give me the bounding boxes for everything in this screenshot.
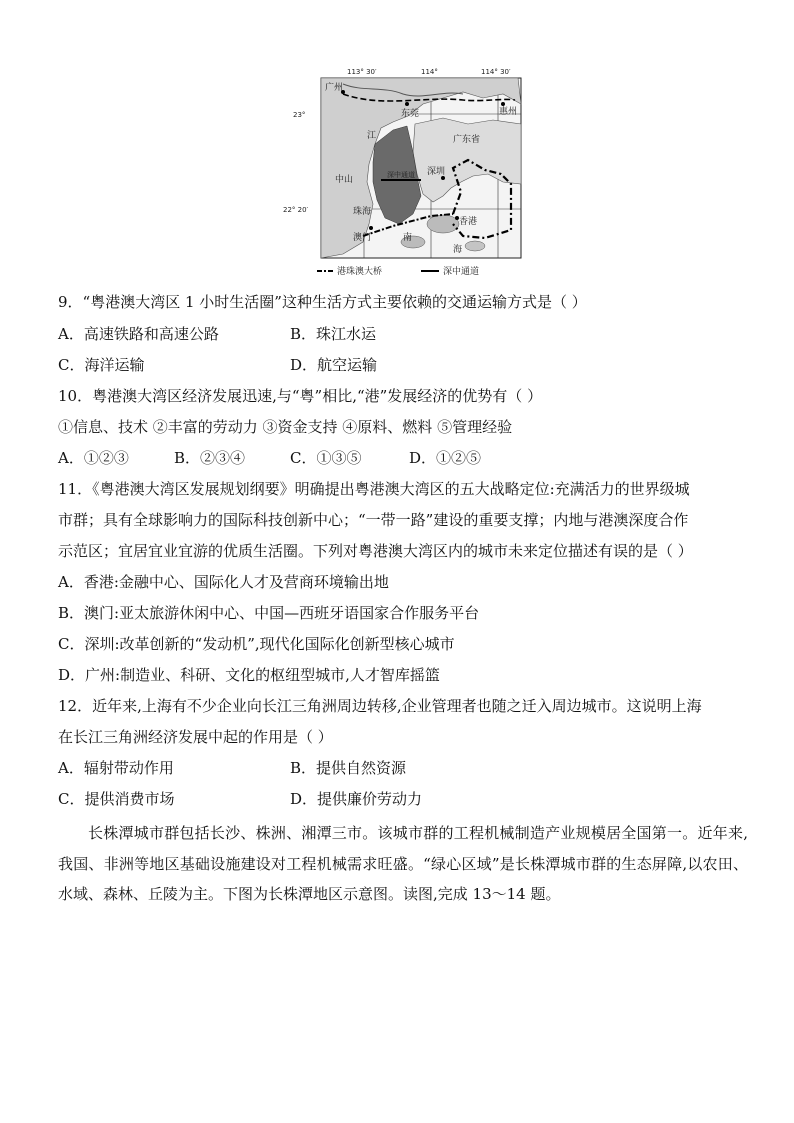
q10-option-c: C．①③⑤ [290, 449, 362, 467]
channel-small-label: 深中通道 [387, 171, 415, 179]
macau-dot [369, 226, 373, 230]
jiang-label: 江 [367, 131, 377, 141]
q11-stem-line3: 示范区；宜居宜业宜游的优质生活圈。下列对粤港澳大湾区内的城市未来定位描述有误的是（ ） [58, 542, 693, 560]
q10-option-a: A．①②③ [58, 449, 129, 467]
q9-option-a: A．高速铁路和高速公路 [58, 325, 219, 343]
lon-label-3: 114° 30′ [481, 68, 511, 76]
lat-label-2: 22° 20′ [283, 206, 309, 214]
q9-stem: 9．“粤港澳大湾区 1 小时生活圈”这种生活方式主要依赖的交通运输方式是（ ） [58, 293, 587, 311]
guangzhou-label: 广州 [325, 83, 344, 93]
q10-option-d: D．①②⑤ [409, 449, 482, 467]
island-east [465, 241, 485, 251]
q11-stem-line2: 市群；具有全球影响力的国际科技创新中心；“一带一路”建设的重要支撑；内地与港澳深度合作 [58, 511, 689, 529]
zhongshan-label: 中山 [335, 175, 354, 185]
aomen-label: 澳门 [353, 233, 372, 243]
huizhou-label: 惠州 [499, 107, 518, 117]
q12-option-b: B．提供自然资源 [290, 759, 407, 777]
passage-paragraph: 长株潭城市群包括长沙、株洲、湘潭三市。该城市群的工程机械制造产业规模居全国第一。近年来,我国、非洲等地区基础设施建设对工程机械需求旺盛。“绿心区域”是长株潭城市群的生态屏障,以农田、水域、森林、丘陵为主。下图为长株潭地区示意图。读图,完成 13～14 题。 [58, 824, 748, 903]
q12-stem-line1: 12．近年来,上海有不少企业向长江三角洲周边转移,企业管理者也随之迁入周边城市。这说明上海 [58, 697, 702, 715]
q10-option-b: B．②③④ [174, 449, 246, 467]
legend-tunnel-label: 深中通道 [443, 267, 480, 277]
pearl-river-delta-map [283, 64, 528, 280]
q12-stem-line2: 在长江三角洲经济发展中起的作用是（ ） [58, 728, 333, 746]
q12-option-d: D．提供廉价劳动力 [290, 790, 423, 808]
q9-option-d: D．航空运输 [290, 356, 378, 374]
zhuhai-label: 珠海 [353, 207, 372, 217]
dongguan-dot [405, 102, 409, 106]
lon-label-2: 114° [421, 68, 438, 76]
q12-option-a: A．辐射带动作用 [58, 759, 174, 777]
q11-stem-line1: 11．《粤港澳大湾区发展规划纲要》明确提出粤港澳大湾区的五大战略定位:充满活力的世界级城 [58, 480, 690, 498]
q11-option-a: A．香港:金融中心、国际化人才及营商环境输出地 [58, 573, 389, 591]
q11-option-b: B．澳门:亚太旅游休闲中心、中国—西班牙语国家合作服务平台 [58, 604, 480, 622]
q10-stem: 10．粤港澳大湾区经济发展迅速,与“粤”相比,“港”发展经济的优势有（ ） [58, 387, 543, 405]
q12-option-c: C．提供消费市场 [58, 790, 175, 808]
q11-option-c: C．深圳:改革创新的“发动机”,现代化国际化创新型核心城市 [58, 635, 455, 653]
q9-option-b: B．珠江水运 [290, 325, 377, 343]
q11-option-d: D．广州:制造业、科研、文化的枢纽型城市,人才智库摇篮 [58, 666, 440, 684]
nan-label: 南 [403, 233, 413, 243]
q9-option-c: C．海洋运输 [58, 356, 145, 374]
lon-label-1: 113° 30′ [347, 68, 377, 76]
huizhou-dot [501, 102, 505, 106]
map-svg [283, 64, 528, 280]
guangdong-label: 广东省 [453, 135, 481, 145]
shenzhen-label: 深圳 [427, 167, 446, 177]
xianggang-label: 香港 [459, 217, 478, 227]
hai-label: 海 [453, 245, 463, 255]
legend-bridge-label: 港珠澳大桥 [337, 267, 383, 277]
q10-items: ①信息、技术 ②丰富的劳动力 ③资金支持 ④原料、燃料 ⑤管理经验 [58, 418, 513, 436]
dongguan-label: 东莞 [401, 109, 420, 119]
lat-label-1: 23° [293, 111, 306, 119]
